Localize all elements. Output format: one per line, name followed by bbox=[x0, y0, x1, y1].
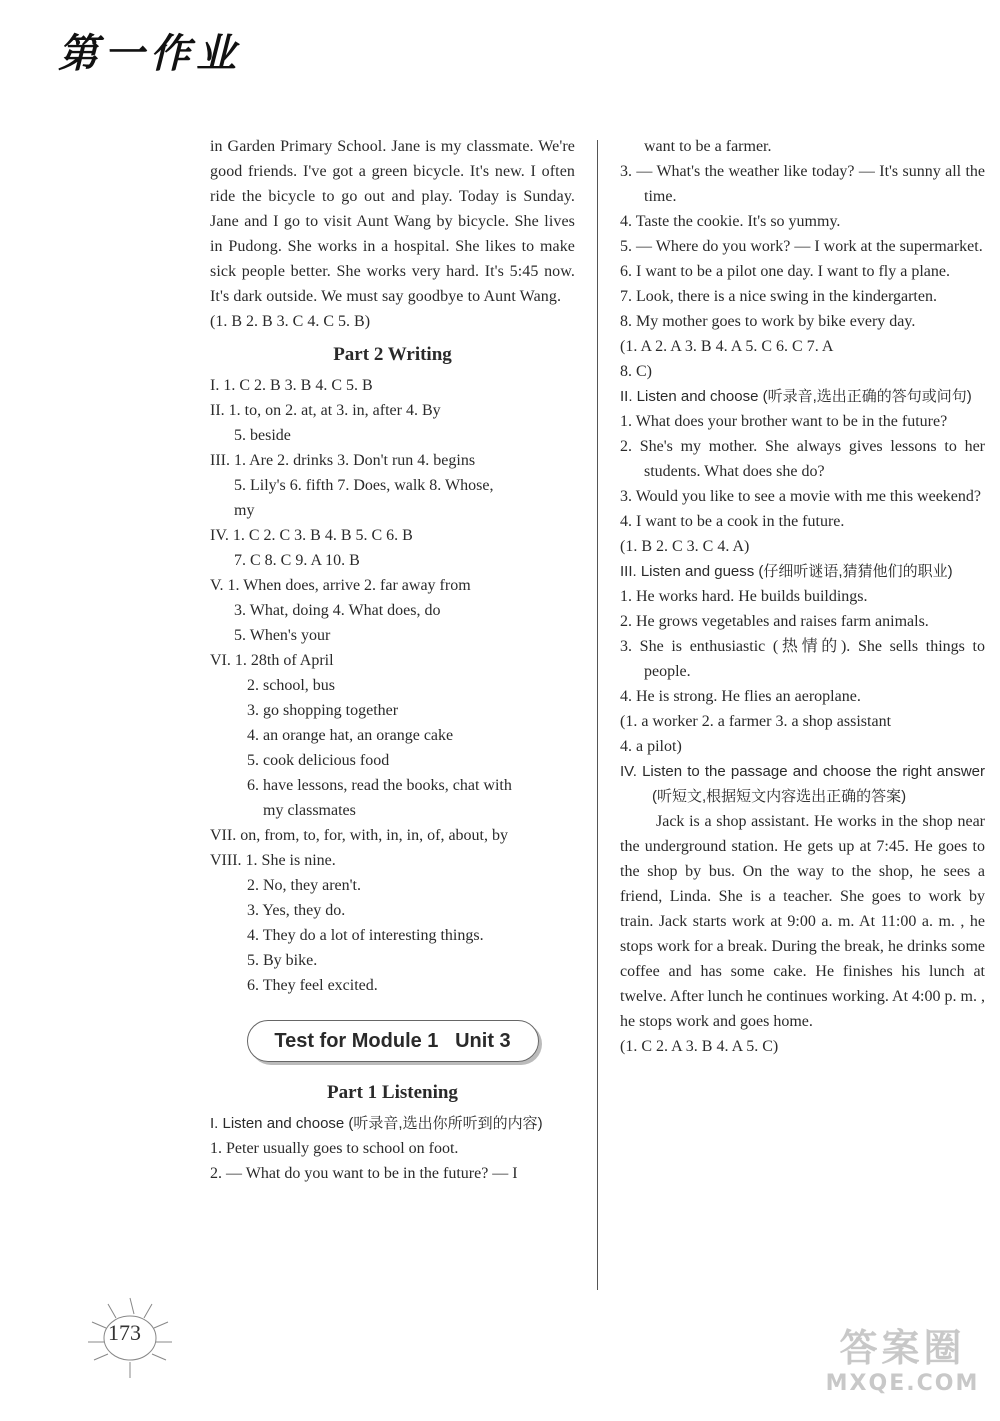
watermark-url: MXQE.COM bbox=[825, 1371, 980, 1396]
writing-item-2-cont: 5. beside bbox=[234, 427, 291, 444]
part2-heading: Part 2 Writing bbox=[333, 344, 452, 365]
writing-item-3: III. 1. Are 2. drinks 3. Don't run 4. begins bbox=[210, 452, 476, 469]
left-column bbox=[210, 134, 575, 1186]
brand-logo: 第一作业 bbox=[58, 31, 242, 77]
writing-item-8-2: 2. No, they aren't. bbox=[247, 877, 361, 894]
reading-passage-end: in Garden Primary School. Jane is my classmate. We're good friends. I've got a green bicycle. It's new. I often ride the bicycle to go out and play. Today is Sunday. Jane and I go to visit Aunt Wang by bicycle. She lives in Pudong. She works in a hospital. She likes to make sick people better. She works very hard. It's 5:45 now. It's dark outside. We must say goodbye to Aunt Wang. bbox=[210, 138, 575, 305]
listening-section-2: II. Listen and choose (听录音,选出正确的答句或问句) bbox=[620, 388, 972, 405]
listening-item-7: 7. Look, there is a nice swing in the kindergarten. bbox=[620, 288, 937, 305]
writing-item-6-5: 5. cook delicious food bbox=[247, 752, 390, 769]
right-column bbox=[620, 134, 985, 1059]
listening-section-3: III. Listen and guess (仔细听谜语,猜猜他们的职业) bbox=[620, 563, 953, 580]
test-title: Test for Module 1 Unit 3 bbox=[274, 1029, 511, 1052]
writing-item-4-cont: 7. C 8. C 9. A 10. B bbox=[234, 552, 360, 569]
watermark-title: 答案圈 bbox=[839, 1326, 966, 1370]
answer-line: (1. A 2. A 3. B 4. A 5. C 6. C 7. A bbox=[620, 338, 834, 355]
writing-item-6-3: 3. go shopping together bbox=[247, 702, 399, 719]
writing-item-6-4: 4. an orange hat, an orange cake bbox=[247, 727, 454, 744]
listening-item-8: 8. My mother goes to work by bike every day. bbox=[620, 313, 916, 330]
writing-item-3-cont: 5. Lily's 6. fifth 7. Does, walk 8. Whose, bbox=[234, 477, 494, 494]
writing-item-5: V. 1. When does, arrive 2. far away from bbox=[210, 577, 471, 594]
listening-item-4: 4. Taste the cookie. It's so yummy. bbox=[620, 213, 841, 230]
section4-answers: (1. C 2. A 3. B 4. A 5. C) bbox=[620, 1038, 779, 1055]
writing-item-3-cont2: my bbox=[234, 502, 255, 519]
writing-item-6-6: 6. have lessons, read the books, chat with bbox=[247, 777, 512, 794]
listening-item-2-cont: want to be a farmer. bbox=[644, 138, 772, 155]
listening-item-6: 6. I want to be a pilot one day. I want to fly a plane. bbox=[620, 263, 950, 280]
listening-section-4: IV. Listen to the passage and choose the right answer (听短文,根据短文内容选出正确的答案) bbox=[620, 763, 985, 805]
writing-item-8-6: 6. They feel excited. bbox=[247, 977, 378, 994]
section3-item-1: 1. He works hard. He builds buildings. bbox=[620, 588, 868, 605]
section3-answers-cont: 4. a pilot) bbox=[620, 738, 682, 755]
page-number-ornament bbox=[80, 1290, 180, 1380]
listening-item-3: 3. — What's the weather like today? — It's sunny all the time. bbox=[620, 163, 985, 205]
writing-item-5-cont: 3. What, doing 4. What does, do bbox=[234, 602, 441, 619]
writing-item-8-4: 4. They do a lot of interesting things. bbox=[247, 927, 484, 944]
section2-item-3: 3. Would you like to see a movie with me this weekend? bbox=[620, 488, 982, 505]
section3-item-2: 2. He grows vegetables and raises farm animals. bbox=[620, 613, 929, 630]
section4-passage: Jack is a shop assistant. He works in the shop near the underground station. He gets up at 7:45. He goes to the shop by bus. On the way to the shop, he sees a friend, Linda. She is a teacher. She goes to work by train. Jack starts work at 9:00 a. m. At 11:00 a. m. , he stops work for a break. During the break, he drinks some coffee and has some cake. He finishes his lunch at twelve. After lunch he continues working. At 4:00 p. m. , he stops work and goes home. bbox=[620, 813, 985, 1030]
listening-item-2: 2. — What do you want to be in the future? — I bbox=[210, 1165, 518, 1182]
writing-item-1: I. 1. C 2. B 3. B 4. C 5. B bbox=[210, 377, 373, 394]
section3-item-4: 4. He is strong. He flies an aeroplane. bbox=[620, 688, 861, 705]
listening-item-5: 5. — Where do you work? — I work at the supermarket. bbox=[620, 238, 983, 255]
writing-item-6-6-cont: my classmates bbox=[263, 802, 356, 819]
writing-item-5-cont2: 5. When's your bbox=[234, 627, 331, 644]
column-divider bbox=[597, 140, 598, 1290]
section2-item-4: 4. I want to be a cook in the future. bbox=[620, 513, 845, 530]
section3-answers: (1. a worker 2. a farmer 3. a shop assistant bbox=[620, 713, 892, 730]
writing-item-6-1: VI. 1. 28th of April bbox=[210, 652, 334, 669]
listening-item-1: 1. Peter usually goes to school on foot. bbox=[210, 1140, 459, 1157]
test-title-box bbox=[247, 1020, 539, 1062]
section2-answers: (1. B 2. C 3. C 4. A) bbox=[620, 538, 750, 555]
writing-item-8-3: 3. Yes, they do. bbox=[247, 902, 346, 919]
listening-section-1: I. Listen and choose (听录音,选出你所听到的内容) bbox=[210, 1115, 543, 1132]
writing-item-2: II. 1. to, on 2. at, at 3. in, after 4. By bbox=[210, 402, 441, 419]
answer-line-cont: 8. C) bbox=[620, 363, 652, 380]
writing-item-6-2: 2. school, bus bbox=[247, 677, 335, 694]
section3-item-3: 3. She is enthusiastic (热情的). She sells things to people. bbox=[620, 638, 985, 680]
part1-heading: Part 1 Listening bbox=[327, 1082, 458, 1103]
section2-item-2: 2. She's my mother. She always gives lessons to her students. What does she do? bbox=[620, 438, 985, 480]
page-number: 173 bbox=[108, 1320, 141, 1345]
writing-item-4: IV. 1. C 2. C 3. B 4. B 5. C 6. B bbox=[210, 527, 413, 544]
writing-item-8-5: 5. By bike. bbox=[247, 952, 318, 969]
answer-line: (1. B 2. B 3. C 4. C 5. B) bbox=[210, 313, 371, 330]
writing-item-8-1: VIII. 1. She is nine. bbox=[210, 852, 336, 869]
section2-item-1: 1. What does your brother want to be in the future? bbox=[620, 413, 948, 430]
watermark bbox=[815, 1325, 990, 1410]
writing-item-7: VII. on, from, to, for, with, in, in, of, about, by bbox=[210, 827, 508, 844]
